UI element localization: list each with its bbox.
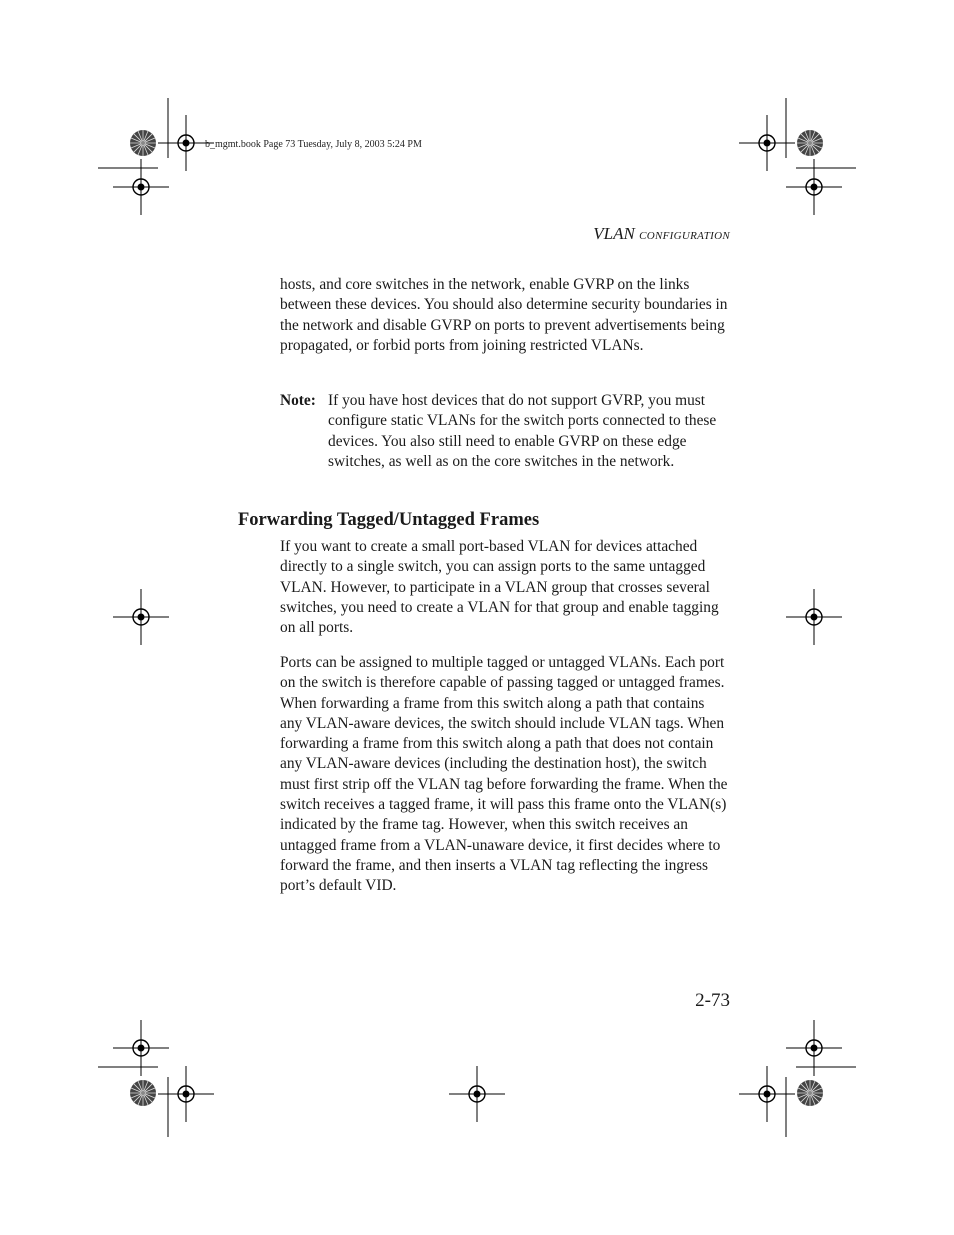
note-label: Note: (280, 392, 316, 409)
registration-mark (786, 589, 842, 645)
running-head-configuration: CONFIGURATION (639, 230, 730, 242)
note-block (280, 391, 732, 472)
registration-mark (158, 1066, 214, 1122)
registration-mark (113, 1020, 169, 1076)
registration-mark (739, 1066, 795, 1122)
star-target-mark (130, 1080, 156, 1106)
running-head (593, 224, 730, 244)
registration-mark (449, 1066, 505, 1122)
registration-mark (739, 115, 795, 171)
print-info-slug: b_mgmt.book Page 73 Tuesday, July 8, 2003 5:24 PM (205, 139, 422, 150)
star-target-mark (797, 1080, 823, 1106)
star-target-mark (130, 130, 156, 156)
section-paragraph: Ports can be assigned to multiple tagged or untagged VLANs. Each port on the switch is therefore capable of passing tagged or untagged frames. When forwarding a frame from this switch along a path that contains any VLAN-aware devices, the switch should include VLAN tags. When forwarding a frame from this switch along a path that does not contain any VLAN-aware devices (including the destination host), the switch must first strip off the VLAN tag before forwarding the frame. When the switch receives a tagged frame, it will pass this frame onto the VLAN(s) indicated by the frame tag. However, when this switch receives an untagged frame from a VLAN-unaware device, it first decides where to forward the frame, and then inserts a VLAN tag reflecting the ingress port’s default VID. (280, 654, 728, 895)
registration-mark (113, 589, 169, 645)
page-number: 2-73 (695, 990, 730, 1011)
note-text: If you have host devices that do not support GVRP, you must configure static VLANs for the switch ports connected to these devices. You also still need to enable GVRP on these edge switches, as well as on the core switches in the network. (328, 392, 717, 470)
section-paragraph: If you want to create a small port-based VLAN for devices attached directly to a single switch, you can assign ports to the same untagged VLAN. However, to participate in a VLAN group that crosses several switches, you need to create a VLAN for that group and enable tagging on all ports. (280, 538, 719, 637)
registration-mark (113, 159, 169, 215)
section-heading: Forwarding Tagged/Untagged Frames (238, 510, 540, 530)
registration-mark (786, 1020, 842, 1076)
intro-paragraph: hosts, and core switches in the network, enable GVRP on the links between these devices. You should also determine security boundaries in the network and disable GVRP on ports to prevent advertisements being propagated, or forbid ports from joining restricted VLANs. (280, 276, 728, 354)
star-target-mark (797, 130, 823, 156)
running-head-vlan: VLAN (593, 224, 635, 243)
registration-mark (786, 159, 842, 215)
